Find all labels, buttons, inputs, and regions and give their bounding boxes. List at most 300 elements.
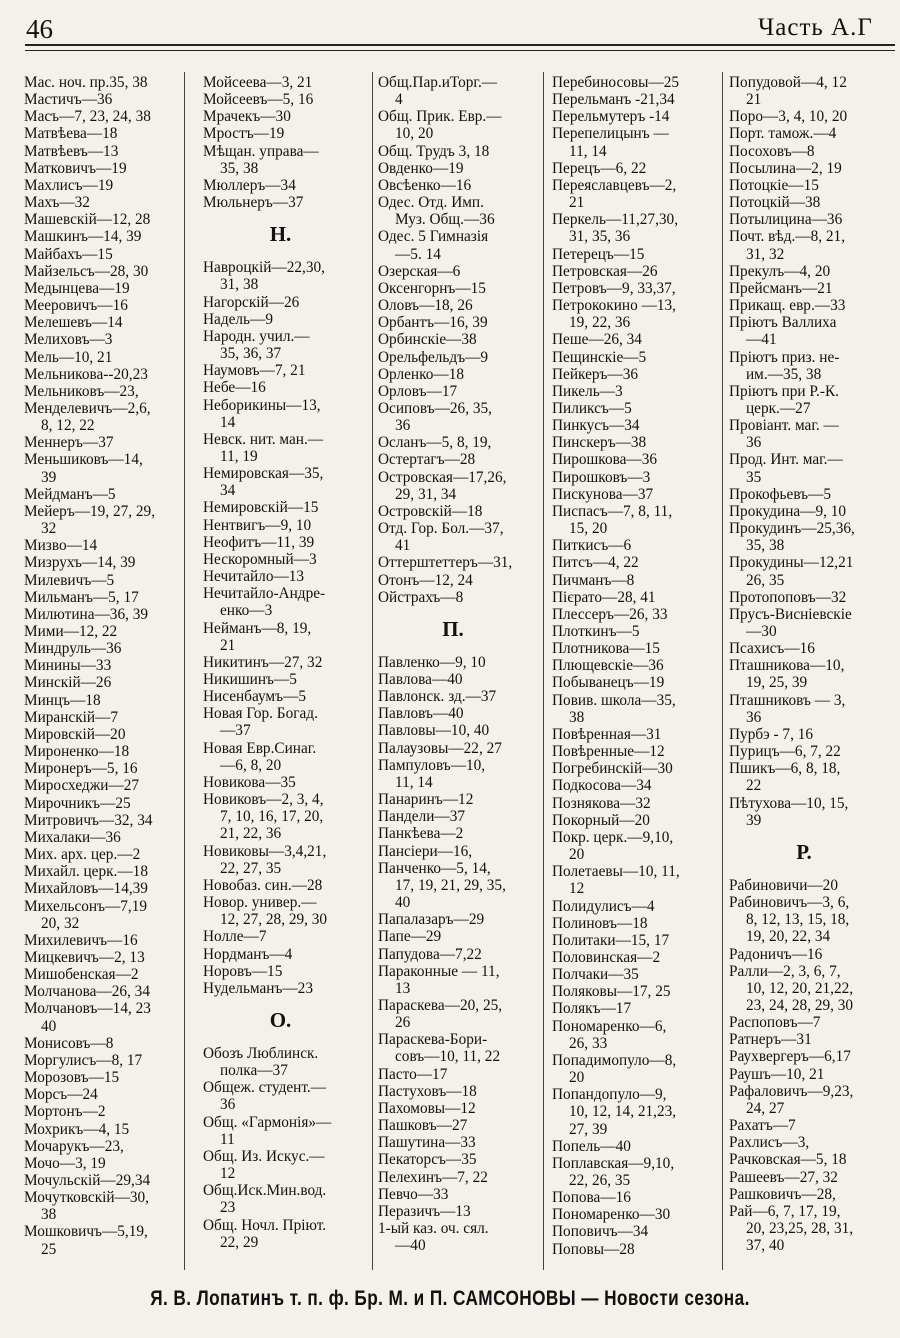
index-entry [378, 963, 538, 997]
entry-text: Орленко—18 [378, 365, 464, 383]
entry-text: Папалазаръ—29 [378, 911, 485, 929]
entry-continuation: 41 [395, 537, 411, 555]
entry-text: Пелехинъ—7, 22 [378, 1168, 488, 1186]
index-entry [24, 1052, 179, 1069]
entry-text: Рабиновичи—20 [729, 876, 838, 894]
index-entry [378, 825, 538, 842]
index-entry [552, 108, 720, 125]
entry-text: Полякъ—17 [552, 1000, 632, 1018]
entry-text: Параконные — 11, [378, 962, 500, 980]
index-entry [24, 829, 179, 846]
index-entry [378, 688, 538, 705]
entry-continuation: 21 [220, 636, 236, 654]
entry-text: Остертагъ—28 [378, 451, 476, 469]
index-entry [378, 1100, 538, 1117]
entry-text: Пансіери—16, [378, 842, 473, 860]
entry-text: Потылицина—36 [729, 211, 843, 229]
index-entry [203, 928, 368, 945]
index-entry [24, 1103, 179, 1120]
entry-text: Новиковы—3,4,21, [203, 842, 327, 860]
entry-continuation: 19, 25, 39 [746, 674, 808, 692]
entry-text: Осланъ—5, 8, 19, [378, 434, 492, 452]
entry-continuation: 36 [746, 434, 762, 452]
index-entry [203, 431, 368, 465]
entry-text: Перазичъ—13 [378, 1202, 471, 1220]
entry-text: Попудовой—4, 12 [729, 74, 847, 91]
index-entry [729, 657, 889, 691]
entry-text: Майзельсъ—28, 30 [24, 262, 149, 280]
index-entry [24, 349, 179, 366]
index-entry [203, 1217, 368, 1251]
section-letter-heading: Н. [269, 222, 292, 247]
index-entry [378, 1169, 538, 1186]
entry-continuation: 11, 19 [220, 447, 258, 465]
entry-text: Никишинъ—5 [203, 671, 297, 688]
index-entry [552, 451, 720, 468]
index-entry [378, 366, 538, 383]
index-entry [203, 843, 368, 877]
index-entry [24, 640, 179, 657]
index-entry [203, 791, 368, 825]
entry-text: Плющевскіе—36 [552, 657, 664, 675]
entry-text: Навроцкій—22,30, [203, 259, 325, 277]
index-entry [729, 1014, 889, 1031]
entry-text: Пурбэ - 7, 16 [729, 725, 814, 743]
index-entry [24, 1086, 179, 1103]
entry-text: Палаузовы—22, 27 [378, 739, 502, 757]
index-entry [24, 1035, 179, 1052]
entry-text: Мироненко—18 [24, 743, 130, 761]
entry-continuation: Муз. Общ.—36 [395, 211, 495, 229]
entry-continuation: 10, 20 [395, 125, 434, 143]
entry-text: Махъ—32 [24, 194, 90, 212]
entry-continuation: —5. 14 [395, 245, 441, 263]
index-entry [552, 503, 720, 537]
entry-text: Плессеръ—26, 33 [552, 605, 668, 623]
entry-text: Мочо—3, 19 [24, 1154, 106, 1172]
index-entry [729, 520, 889, 554]
entry-text: Мочульскій—29,34 [24, 1172, 151, 1189]
entry-text: Пахомовы—12 [378, 1099, 476, 1117]
entry-text: Протопоповъ—32 [729, 588, 847, 606]
index-entry [203, 946, 368, 963]
index-entry [203, 259, 368, 293]
index-entry [552, 726, 720, 743]
index-entry [552, 74, 720, 91]
index-entry [203, 585, 368, 619]
entry-text: Машевскій—12, 28 [24, 211, 151, 229]
entry-text: Пурицъ—6, 7, 22 [729, 743, 841, 761]
entry-text: Раухвергеръ—6,17 [729, 1048, 851, 1066]
entry-text: Переяславцевъ—2, [552, 176, 677, 194]
index-entry [729, 1083, 889, 1117]
entry-text: Махлисъ—19 [24, 176, 114, 194]
index-entry [552, 297, 720, 331]
entry-continuation: 36 [220, 1096, 236, 1114]
entry-text: Перепелицынъ — [552, 125, 669, 143]
index-entry [729, 640, 889, 657]
entry-text: Мюллеръ—34 [203, 176, 296, 194]
entry-continuation: 20, 23,25, 28, 31, [746, 1220, 854, 1237]
index-entry [24, 211, 179, 228]
index-entry [24, 1155, 179, 1172]
entry-continuation: 22, 26, 35 [569, 1172, 631, 1189]
index-column-4 [552, 74, 720, 1258]
entry-text: Пинскеръ—38 [552, 434, 647, 452]
entry-text: Прейсманъ—21 [729, 279, 833, 297]
entry-text: Прусъ-Висніевскіе [729, 605, 852, 623]
entry-text: Провіант. маг. — [729, 417, 839, 435]
entry-text: Покр. церк.—9,10, [552, 828, 674, 846]
entry-continuation: 4 [395, 91, 403, 109]
index-entry [552, 1189, 720, 1206]
entry-text: Общ. «Гармонія»— [203, 1113, 332, 1131]
entry-text: Новобаз. син.—28 [203, 876, 323, 894]
entry-text: Молчанова—26, 34 [24, 983, 150, 1001]
index-entry [552, 211, 720, 245]
entry-text: Попандопуло—9, [552, 1086, 667, 1104]
entry-text: Мееровичъ—16 [24, 297, 128, 315]
entry-text: Островскій—18 [378, 502, 483, 520]
index-entry [203, 705, 368, 739]
entry-text: Питкисъ—6 [552, 537, 632, 555]
entry-continuation: 14 [220, 413, 236, 431]
entry-text: Пасто—17 [378, 1065, 448, 1083]
entry-continuation: —30 [746, 623, 777, 640]
index-entry [378, 74, 538, 108]
index-entry [552, 915, 720, 932]
entry-continuation: 7, 10, 16, 17, 20, [220, 808, 324, 826]
entry-continuation: 8, 12, 13, 15, 18, [746, 911, 850, 929]
entry-text: Попова—16 [552, 1189, 631, 1207]
entry-text: Прод. Инт. маг.— [729, 451, 843, 469]
entry-text: Панченко—5, 14, [378, 859, 491, 877]
entry-continuation: совъ—10, 11, 22 [395, 1048, 501, 1066]
column-divider [543, 72, 544, 1270]
entry-text: Масъ—7, 23, 24, 38 [24, 108, 151, 126]
index-entry [552, 674, 720, 691]
entry-text: Пещинскіе—5 [552, 348, 647, 366]
index-entry [203, 499, 368, 516]
index-entry [203, 311, 368, 328]
index-entry [729, 228, 889, 262]
entry-text: Новор. универ.— [203, 894, 317, 912]
entry-text: Мюльнеръ—37 [203, 194, 304, 212]
index-entry [552, 486, 720, 503]
entry-continuation: 31, 35, 36 [569, 228, 631, 246]
entry-text: Павловъ—40 [378, 705, 464, 723]
entry-text: Оттерштеттеръ—31, [378, 554, 513, 572]
index-entry [24, 228, 179, 245]
index-entry [203, 194, 368, 211]
entry-text: Посоховъ—8 [729, 142, 815, 160]
entry-text: Параскева-Бори- [378, 1031, 488, 1049]
entry-text: Повѣренные—12 [552, 743, 665, 761]
index-entry [729, 554, 889, 588]
index-entry [552, 537, 720, 554]
index-entry [378, 503, 538, 520]
entry-continuation: 35 [746, 468, 762, 486]
index-entry [24, 709, 179, 726]
entry-text: Милютина—36, 39 [24, 605, 149, 623]
entry-text: Пашковъ—27 [378, 1117, 468, 1135]
entry-text: Одес. Отд. Имп. [378, 194, 484, 212]
entry-continuation: полка—37 [220, 1062, 288, 1080]
index-entry [378, 1066, 538, 1083]
entry-text: Михельсонъ—7,19 [24, 897, 148, 915]
entry-text: Нордманъ—4 [203, 945, 293, 963]
entry-text: Перкель—11,27,30, [552, 211, 679, 229]
entry-text: Надель—9 [203, 310, 273, 328]
entry-continuation: им.—35, 38 [746, 365, 822, 383]
index-entry [729, 263, 889, 280]
index-entry [24, 1000, 179, 1034]
entry-text: Пріютъ приз. не- [729, 348, 840, 366]
entry-text: Миранскій—7 [24, 708, 119, 726]
index-entry [552, 554, 720, 571]
index-entry [378, 1151, 538, 1168]
entry-text: Полидулисъ—4 [552, 897, 655, 915]
entry-text: Майбахъ—15 [24, 245, 113, 263]
entry-text: Петровъ—9, 33,37, [552, 279, 676, 297]
entry-text: Рахлисъ—3, [729, 1134, 810, 1152]
index-entry [203, 465, 368, 499]
entry-text: Немировская—35, [203, 465, 324, 483]
index-entry [24, 74, 179, 91]
entry-text: Прокудины—12,21 [729, 554, 854, 572]
entry-text: Павлонск. зд.—37 [378, 688, 497, 706]
entry-continuation: 20 [569, 846, 585, 864]
index-entry [552, 1138, 720, 1155]
entry-text: Пшикъ—6, 8, 18, [729, 760, 841, 778]
index-entry [729, 1203, 889, 1237]
entry-text: Пташникова—10, [729, 657, 845, 675]
entry-text: Мелешевъ—14 [24, 314, 123, 332]
index-entry [552, 331, 720, 348]
entry-text: Орельфельдъ—9 [378, 348, 489, 366]
entry-continuation: 8, 12, 22 [41, 417, 95, 435]
index-entry [729, 760, 889, 794]
entry-text: Мих. арх. цер.—2 [24, 846, 141, 864]
entry-text: Пичманъ—8 [552, 571, 635, 589]
index-entry [24, 966, 179, 983]
index-entry [203, 108, 368, 125]
index-entry [203, 1148, 368, 1182]
entry-continuation: 25 [41, 1240, 57, 1258]
index-entry [729, 108, 889, 125]
entry-text: Поповы—28 [552, 1240, 635, 1258]
entry-continuation: 10, 12, 20, 21,22, [746, 979, 854, 997]
index-entry [378, 843, 538, 860]
entry-continuation: 13 [395, 979, 411, 997]
entry-continuation: 36 [395, 417, 411, 435]
entry-text: Перебиносовы—25 [552, 74, 679, 91]
entry-text: Общ.Пар.иТорг.— [378, 74, 498, 91]
index-entry [552, 743, 720, 760]
entry-text: Рашковичъ—28, [729, 1185, 836, 1203]
index-entry [203, 963, 368, 980]
entry-text: Мель—10, 21 [24, 348, 113, 366]
index-entry [24, 777, 179, 794]
entry-text: Матвѣева—18 [24, 125, 118, 143]
index-entry [24, 692, 179, 709]
index-entry [378, 143, 538, 160]
entry-text: Подкосова—34 [552, 777, 652, 795]
entry-continuation: 10, 12, 14, 21,23, [569, 1103, 677, 1121]
entry-continuation: 23 [220, 1199, 236, 1217]
index-entry [378, 177, 538, 194]
entry-text: Мейеръ—19, 27, 29, [24, 502, 156, 520]
index-entry [729, 795, 889, 829]
entry-text: Монисовъ—8 [24, 1034, 114, 1052]
index-entry [24, 537, 179, 554]
entry-continuation: 34 [220, 482, 236, 500]
index-entry [24, 760, 179, 777]
entry-text: Пѣтухова—10, 15, [729, 794, 849, 812]
index-entry [378, 572, 538, 589]
index-entry [24, 1121, 179, 1138]
entry-continuation: 31, 32 [746, 245, 785, 263]
index-entry [24, 383, 179, 400]
index-entry [203, 91, 368, 108]
entry-text: Общ. Трудъ 3, 18 [378, 142, 490, 160]
entry-continuation: 11, 14 [395, 773, 433, 791]
index-entry [729, 1151, 889, 1168]
index-entry [552, 795, 720, 812]
index-entry [24, 451, 179, 485]
entry-continuation: 22 [746, 777, 762, 795]
index-entry [729, 297, 889, 314]
header-rule-thick [25, 44, 895, 46]
entry-text: Обозъ Люблинск. [203, 1044, 319, 1062]
column-divider [372, 72, 373, 1270]
section-letter-heading: П. [442, 616, 464, 641]
index-entry [203, 294, 368, 311]
entry-text: Минскій—26 [24, 674, 112, 692]
entry-text: Павленко—9, 10 [378, 653, 486, 671]
index-entry [203, 825, 368, 842]
entry-continuation: 19, 22, 36 [569, 314, 631, 332]
entry-text: Мими—12, 22 [24, 623, 118, 640]
index-entry [203, 1114, 368, 1148]
entry-text: Михайл. церк.—18 [24, 863, 148, 881]
index-entry [552, 280, 720, 297]
index-entry [729, 211, 889, 228]
entry-text: Общеж. студент.— [203, 1079, 326, 1097]
entry-text: Мицкевичъ—2, 13 [24, 948, 145, 966]
index-entry [729, 349, 889, 383]
entry-text: Покорный—20 [552, 811, 650, 829]
entry-text: Новая Евр.Синаг. [203, 739, 317, 757]
entry-text: Миндруль—36 [24, 640, 122, 658]
index-entry [24, 554, 179, 571]
index-entry [552, 349, 720, 366]
index-entry [552, 177, 720, 211]
entry-text: Молчановъ—14, 23 [24, 1000, 151, 1018]
entry-text: Нейманъ—8, 19, [203, 619, 312, 637]
entry-continuation: 39 [746, 811, 762, 829]
entry-continuation: 12, 27, 28, 29, 30 [220, 911, 328, 929]
entry-text: Пампуловъ—10, [378, 756, 486, 774]
index-entry [552, 1241, 720, 1258]
entry-text: Нисенбаумъ—5 [203, 688, 306, 706]
index-entry [203, 397, 368, 431]
index-entry [203, 1182, 368, 1216]
entry-text: Рафаловичъ—9,23, [729, 1082, 854, 1100]
index-entry [729, 1134, 889, 1151]
entry-continuation: —40 [395, 1237, 426, 1255]
entry-text: Мрачекъ—30 [203, 108, 291, 126]
index-entry [552, 400, 720, 417]
index-entry [378, 160, 538, 177]
index-entry [378, 757, 538, 791]
index-entry [729, 74, 889, 108]
index-entry [552, 1086, 720, 1120]
page-header [0, 6, 900, 46]
index-entry [378, 383, 538, 400]
index-entry [24, 932, 179, 949]
index-entry [378, 331, 538, 348]
index-entry [203, 671, 368, 688]
index-entry [378, 1031, 538, 1065]
entry-text: Прокофьевъ—5 [729, 485, 832, 503]
index-entry [24, 898, 179, 932]
index-entry [203, 774, 368, 791]
index-entry [203, 517, 368, 534]
index-entry [378, 722, 538, 739]
index-entry [378, 705, 538, 722]
index-entry [24, 674, 179, 691]
index-entry [24, 1138, 179, 1155]
index-entry [552, 760, 720, 777]
index-entry [203, 894, 368, 928]
index-entry [24, 726, 179, 743]
index-entry [552, 1018, 720, 1052]
entry-continuation: 35, 38 [746, 537, 785, 555]
index-entry [378, 997, 538, 1031]
entry-text: Нагорскій—26 [203, 293, 300, 311]
index-entry [552, 983, 720, 1000]
index-entry [729, 177, 889, 194]
index-entry [24, 589, 179, 606]
entry-text: Нескоромный—3 [203, 550, 317, 568]
entry-text: Машкинъ—14, 39 [24, 228, 142, 246]
entry-continuation: 22, 29 [220, 1233, 259, 1251]
index-entry [203, 328, 368, 362]
entry-continuation: 26, 33 [569, 1034, 608, 1052]
entry-text: Новикова—35 [203, 773, 296, 791]
index-entry [378, 194, 538, 228]
index-entry [24, 657, 179, 674]
entry-text: Мѣщан. управа— [203, 142, 319, 160]
index-entry [203, 980, 368, 997]
entry-text: Матковичъ—19 [24, 159, 127, 177]
entry-text: Полчаки—35 [552, 966, 639, 984]
entry-text: Познякова—32 [552, 794, 651, 812]
index-entry [378, 108, 538, 142]
entry-text: Мростъ—19 [203, 125, 285, 143]
index-entry [552, 898, 720, 915]
entry-text: Писпасъ—7, 8, 11, [552, 502, 673, 520]
index-entry [203, 1045, 368, 1079]
entry-text: Осиповъ—26, 35, [378, 399, 492, 417]
entry-text: Миронеръ—5, 16 [24, 760, 138, 778]
entry-text: Оловъ—18, 26 [378, 297, 473, 315]
entry-text: Мизрухъ—14, 39 [24, 554, 136, 572]
entry-text: Прекулъ—4, 20 [729, 262, 831, 280]
entry-continuation: 20, 32 [41, 914, 80, 932]
index-entry [552, 91, 720, 108]
